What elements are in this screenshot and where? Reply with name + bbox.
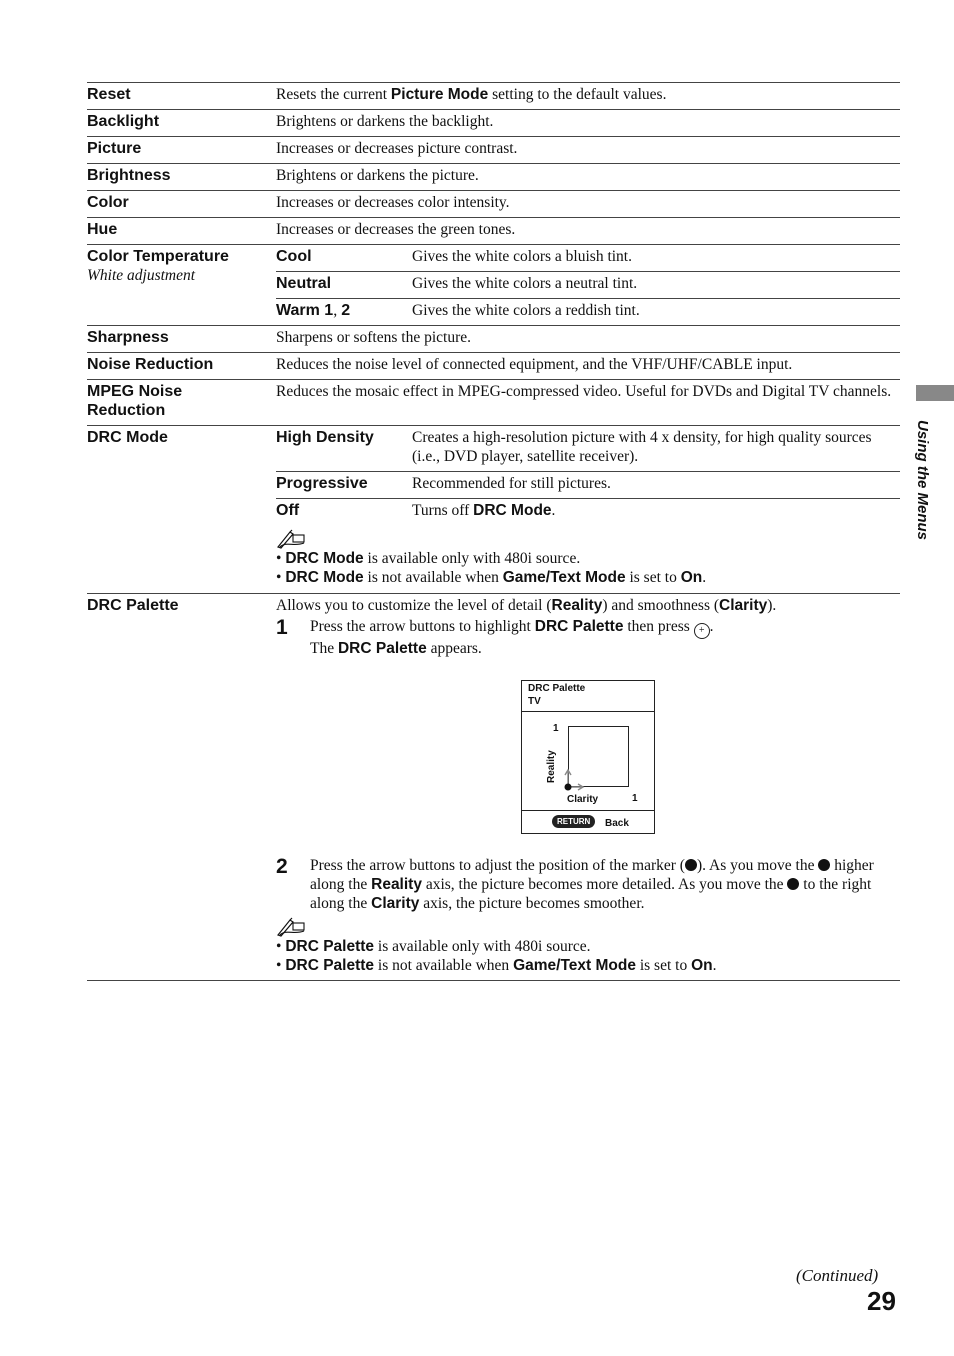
- note-bullet: • DRC Mode is not available when Game/Text Mode is set to On.: [276, 569, 707, 586]
- step-number: 1: [276, 616, 288, 639]
- color-temperature-options: [276, 245, 900, 325]
- label-hue: Hue: [87, 221, 118, 238]
- label-sep: ,: [333, 302, 342, 319]
- note-keyword: DRC Mode: [285, 550, 364, 567]
- step-text-part: The: [310, 640, 338, 657]
- row-hue: [87, 218, 900, 245]
- note-keyword: DRC Mode: [285, 569, 364, 586]
- pencil-note-icon: [276, 917, 306, 937]
- row-color-temperature: [87, 245, 900, 326]
- y-axis-label: Reality: [546, 750, 557, 783]
- step-keyword: DRC Palette: [337, 640, 427, 657]
- label-part: 2: [341, 302, 351, 319]
- desc-backlight: Brightens or darkens the backlight.: [276, 113, 494, 130]
- option-desc: [412, 499, 900, 525]
- option-neutral: [276, 272, 900, 299]
- page-number: 29: [867, 1286, 896, 1316]
- label-text: Color Temperature: [87, 248, 229, 265]
- step-text-part: axis, the picture becomes smoother.: [419, 895, 645, 912]
- step-text-part: higher along the: [310, 857, 874, 893]
- note-keyword: Game/Text Mode: [502, 569, 626, 586]
- desc-text: Turns off: [412, 502, 474, 519]
- back-label: Back: [605, 818, 629, 829]
- intro-text: ) and smoothness (: [602, 597, 720, 614]
- drc-palette-notes: [276, 917, 900, 975]
- step-text-part: to the right along the: [310, 876, 872, 912]
- desc-drc-palette: [276, 594, 900, 980]
- label-picture: Picture: [87, 140, 142, 157]
- desc-sharpness: Sharpens or softens the picture.: [276, 329, 471, 346]
- row-sharpness: [87, 326, 900, 353]
- label-color-temperature: [87, 245, 276, 325]
- step-text-part: Press the arrow buttons to adjust the position of the marker (: [310, 857, 685, 874]
- row-backlight: [87, 110, 900, 137]
- desc-text: setting to the default values.: [488, 86, 667, 103]
- note-keyword: DRC Palette: [285, 938, 375, 955]
- diagram-title: DRC Palette: [528, 683, 586, 694]
- row-drc-mode: [87, 426, 900, 594]
- intro-keyword: Reality: [551, 597, 603, 614]
- option-label: Progressive: [276, 475, 368, 492]
- step-text: [310, 856, 900, 913]
- note-text: is available only with 480i source.: [374, 938, 591, 955]
- label-backlight: Backlight: [87, 113, 160, 130]
- option-label: Off: [276, 502, 300, 519]
- label-drc-palette: DRC Palette: [87, 597, 179, 614]
- label-reset: Reset: [87, 86, 131, 103]
- note-text: is not available when: [374, 957, 514, 974]
- label-line: MPEG Noise: [87, 383, 183, 400]
- option-cool: [276, 245, 900, 272]
- option-label: High Density: [276, 429, 374, 446]
- desc-mpeg-noise-reduction: Reduces the mosaic effect in MPEG-compressed video. Useful for DVDs and Digital TV channels.: [276, 383, 892, 400]
- step-1: [276, 617, 900, 658]
- note-text: is available only with 480i source.: [363, 550, 581, 567]
- note-keyword: DRC Palette: [285, 957, 375, 974]
- section-side-label: [912, 420, 936, 560]
- desc-brightness: Brightens or darkens the picture.: [276, 167, 479, 184]
- desc-keyword: Picture Mode: [390, 86, 489, 103]
- note-text: is not available when: [363, 569, 503, 586]
- pencil-note-icon: [276, 529, 306, 549]
- desc-reset: [276, 83, 900, 109]
- section-side-label-text: Using the Menus: [914, 420, 931, 541]
- step-keyword: Reality: [371, 876, 422, 893]
- intro-text: Allows you to customize the level of detail (: [276, 597, 552, 614]
- label-mpeg-noise-reduction: [87, 380, 276, 425]
- diagram-subtitle: TV: [528, 696, 541, 707]
- note-bullet: • DRC Palette is available only with 480i source.: [276, 938, 591, 955]
- label-line: Reduction: [87, 402, 166, 419]
- continued-label: (Continued): [796, 1266, 879, 1285]
- desc-picture: Increases or decreases picture contrast.: [276, 140, 518, 157]
- option-label: [276, 299, 412, 325]
- drc-palette-intro: [276, 596, 900, 615]
- step-text-part: Press the arrow buttons to highlight: [310, 618, 535, 635]
- note-keyword: On: [680, 569, 703, 586]
- diagram-header: [522, 681, 654, 712]
- label-noise-reduction: Noise Reduction: [87, 356, 214, 373]
- option-label: Cool: [276, 248, 312, 265]
- note-text: .: [702, 569, 707, 586]
- option-desc: Gives the white colors a neutral tint.: [412, 275, 638, 292]
- marker-dot-icon: [787, 878, 799, 890]
- desc-text: .: [551, 502, 556, 519]
- option-warm: [276, 299, 900, 325]
- marker-dot-icon: [818, 859, 830, 871]
- row-noise-reduction: [87, 353, 900, 380]
- label-drc-mode: DRC Mode: [87, 429, 168, 446]
- intro-keyword: Clarity: [719, 597, 768, 614]
- step-text-part: axis, the picture becomes more detailed. As you move the: [421, 876, 788, 893]
- marker-dot-icon: [685, 859, 697, 871]
- step-keyword: Clarity: [371, 895, 420, 912]
- row-brightness: [87, 164, 900, 191]
- drc-mode-notes: [276, 529, 900, 593]
- settings-table: [87, 82, 900, 981]
- option-label: Neutral: [276, 275, 332, 292]
- option-desc: Creates a high-resolution picture with 4 x density, for high quality sources (i.e., DVD player, satellite receiver).: [412, 429, 872, 465]
- label-sharpness: Sharpness: [87, 329, 169, 346]
- step-text: [310, 617, 900, 658]
- option-progressive: [276, 472, 900, 499]
- return-button-icon: RETURN: [552, 815, 595, 828]
- drc-mode-options: [276, 426, 900, 593]
- step-text-part: .: [709, 618, 714, 635]
- desc-keyword: DRC Mode: [473, 502, 552, 519]
- row-color: [87, 191, 900, 218]
- step-text-part: appears.: [426, 640, 482, 657]
- intro-text: ).: [767, 597, 777, 614]
- row-drc-palette: [87, 594, 900, 981]
- desc-hue: Increases or decreases the green tones.: [276, 221, 516, 238]
- note-keyword: On: [691, 957, 713, 974]
- label-part: Warm 1: [276, 302, 334, 319]
- note-keyword: Game/Text Mode: [513, 957, 636, 974]
- step-number: 2: [276, 855, 288, 878]
- desc-color: Increases or decreases color intensity.: [276, 194, 510, 211]
- note-text: is set to: [635, 957, 692, 974]
- step-keyword: DRC Palette: [534, 618, 624, 635]
- step-2: [276, 856, 900, 913]
- option-desc: Gives the white colors a bluish tint.: [412, 248, 632, 265]
- note-bullet: • DRC Mode is available only with 480i source.: [276, 550, 581, 567]
- x-axis-label: Clarity: [567, 794, 599, 805]
- sublabel-white-adjustment: White adjustment: [87, 267, 196, 284]
- step-text-part: then press: [623, 618, 694, 635]
- x-axis-max: 1: [632, 793, 638, 804]
- desc-noise-reduction: Reduces the noise level of connected equipment, and the VHF/UHF/CABLE input.: [276, 356, 793, 373]
- y-axis-label-holder: [542, 725, 557, 785]
- drc-palette-diagram: [521, 680, 655, 834]
- note-text: is set to: [625, 569, 681, 586]
- section-tab-marker: [916, 385, 954, 401]
- y-axis-max: 1: [553, 723, 559, 734]
- option-off: [276, 499, 900, 525]
- enter-button-icon: +: [694, 623, 710, 639]
- row-reset: [87, 83, 900, 110]
- note-bullet: • DRC Palette is not available when Game/Text Mode is set to On.: [276, 957, 717, 974]
- label-brightness: Brightness: [87, 167, 171, 184]
- label-color: Color: [87, 194, 129, 211]
- option-desc: Recommended for still pictures.: [412, 475, 611, 492]
- option-high-density: [276, 426, 900, 472]
- note-text: .: [712, 957, 717, 974]
- option-desc: Gives the white colors a reddish tint.: [412, 302, 640, 319]
- step-text-part: ). As you move the: [696, 857, 819, 874]
- row-mpeg-noise-reduction: [87, 380, 900, 426]
- row-picture: [87, 137, 900, 164]
- diagram-footer: [522, 810, 654, 833]
- desc-text: Resets the current: [276, 86, 391, 103]
